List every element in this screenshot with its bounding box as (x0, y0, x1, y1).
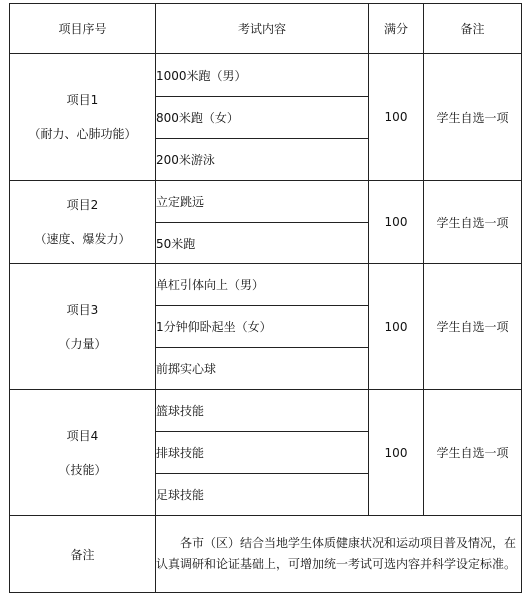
item-3-cell (10, 264, 156, 390)
table-row (10, 390, 522, 432)
table-row (10, 54, 522, 97)
remarks-label: 备注 (10, 516, 156, 593)
table-row (10, 181, 522, 223)
exam-content-table (9, 3, 522, 593)
content-cell: 50米跑 (156, 223, 369, 264)
item-2-score: 100 (369, 181, 424, 264)
header-note: 备注 (424, 4, 522, 54)
content-cell: 足球技能 (156, 474, 369, 516)
content-cell: 1000米跑（男） (156, 54, 369, 97)
header-row (10, 4, 522, 54)
item-3-category: （力量） (58, 336, 107, 351)
table-row (10, 264, 522, 306)
item-1-score: 100 (369, 54, 424, 181)
header-full-score: 满分 (369, 4, 424, 54)
item-3-note: 学生自选一项 (424, 264, 522, 390)
remarks-row (10, 516, 522, 593)
item-2-cell (10, 181, 156, 264)
content-cell: 1分钟仰卧起坐（女） (156, 306, 369, 348)
item-2-name: 项目2 (66, 198, 99, 212)
content-cell: 篮球技能 (156, 390, 369, 432)
item-3-score: 100 (369, 264, 424, 390)
content-cell: 前掷实心球 (156, 348, 369, 390)
item-4-category: （技能） (58, 462, 107, 477)
header-exam-content: 考试内容 (156, 4, 369, 54)
content-cell: 排球技能 (156, 432, 369, 474)
header-item-number: 项目序号 (10, 4, 156, 54)
content-cell: 单杠引体向上（男） (156, 264, 369, 306)
item-4-note: 学生自选一项 (424, 390, 522, 516)
item-4-cell (10, 390, 156, 516)
item-4-score: 100 (369, 390, 424, 516)
content-cell: 立定跳远 (156, 181, 369, 223)
remarks-text: 各市（区）结合当地学生体质健康状况和运动项目普及情况，在认真调研和论证基础上，可增加统一考试可选内容并科学设定标准。 (156, 516, 522, 593)
content-cell: 200米游泳 (156, 139, 369, 181)
item-3-name: 项目3 (66, 302, 99, 317)
item-1-name: 项目1 (66, 93, 99, 107)
item-1-category: （耐力、心肺功能） (28, 127, 137, 141)
content-cell: 800米跑（女） (156, 97, 369, 139)
item-2-note: 学生自选一项 (424, 181, 522, 264)
item-4-name: 项目4 (66, 428, 99, 443)
item-2-category: （速度、爆发力） (34, 232, 131, 246)
item-1-note: 学生自选一项 (424, 54, 522, 181)
item-1-cell (10, 54, 156, 181)
